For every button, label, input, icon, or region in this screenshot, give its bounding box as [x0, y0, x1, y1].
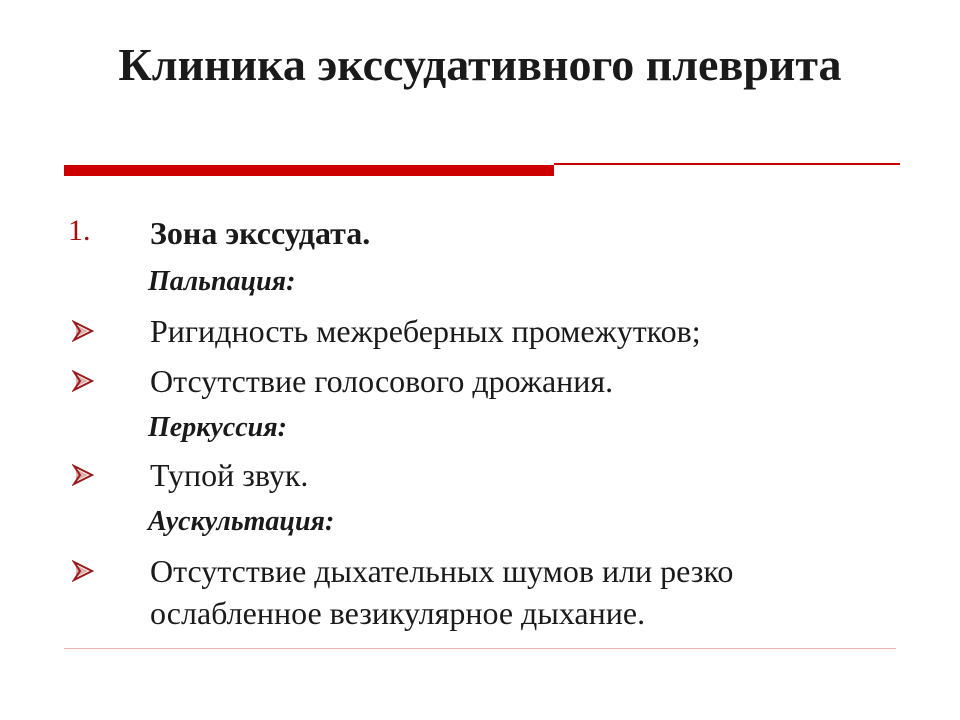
- footer-divider: [64, 648, 896, 649]
- section-heading-auscultation: Аускультация:: [148, 506, 335, 537]
- section-heading-percussion: Перкуссия:: [148, 412, 288, 443]
- bullet-text: Отсутствие дыхательных шумов или резко ослабленное везикулярное дыхание.: [150, 553, 734, 631]
- arrowhead-bullet-icon: [72, 370, 94, 392]
- bullet-text: Отсутствие голосового дрожания.: [150, 363, 614, 399]
- slide-title: Клиника экссудативного плеврита: [118, 39, 842, 90]
- arrowhead-bullet-icon: [72, 560, 94, 582]
- arrowhead-bullet-icon: [72, 464, 94, 486]
- item-number: 1.: [68, 214, 91, 247]
- bullet-text: Тупой звук.: [150, 457, 309, 493]
- item-heading: Зона экссудата.: [150, 215, 371, 251]
- arrowhead-bullet-icon: [72, 320, 94, 342]
- section-heading-palpation: Пальпация:: [148, 266, 296, 297]
- bullet-text: Ригидность межреберных промежутков;: [150, 313, 701, 349]
